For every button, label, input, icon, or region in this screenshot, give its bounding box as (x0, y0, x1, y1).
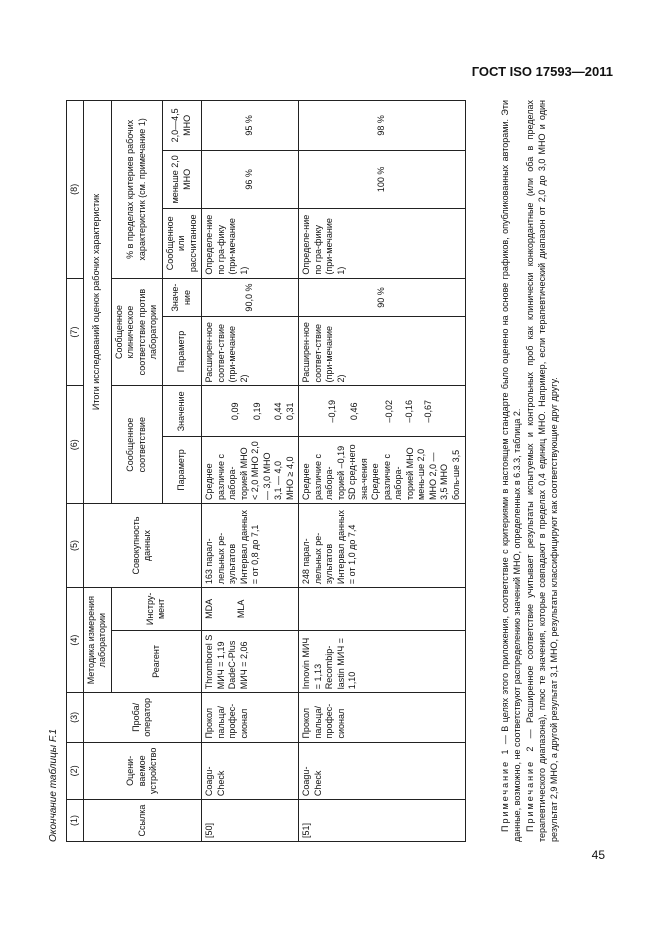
cell-agree-param: Среднее различие с лабора-торией –0,19 SD сред-него зна-чения Среднее различие с лабора-торией МНО мень-ше 2,0 МНО 2,0 — 3,5 МНО боль-ше 3,5 (299, 437, 465, 504)
header-instrument: Инстру-мент (111, 588, 202, 631)
cell-dataset: 163 парал-лельных ре-зультатов Интервал данных = от 0,8 до 7,1 (202, 503, 299, 587)
agree-value: 0,31 (284, 402, 295, 421)
colnum-1: (1) (67, 800, 84, 842)
header-reagent: Реагент (111, 630, 202, 693)
standard-header: ГОСТ ISO 17593—2011 (471, 64, 613, 79)
cell-range: 95 % (202, 101, 299, 151)
agree-value: –0,02 (384, 400, 395, 423)
agree-value: 0,46 (348, 402, 359, 421)
header-clin-param: Параметр (162, 317, 202, 386)
cell-clin-param: Расширен-ное соответ-ствие (при-мечание 2) (299, 317, 465, 386)
cell-instrument (202, 588, 299, 631)
header-value: Значение (162, 386, 202, 437)
header-within: % в пределах критериев рабочих характеристик (см. примечание 1) (111, 101, 162, 279)
header-param: Параметр (162, 437, 202, 504)
cell-dataset: 248 парал-лельных ре-зультатов Интервал данных = от 1,0 до 7,4 (299, 503, 465, 587)
column-number-row (67, 101, 84, 842)
header-clinical: Сообщенное клиническое соответствие против лаборатории (111, 278, 162, 386)
colnum-3: (3) (67, 693, 84, 742)
cell-clin-value: 90,0 % (202, 278, 299, 317)
reagent-line: Innovin МИЧ = 1,13 (301, 637, 323, 690)
rotated-content (48, 94, 596, 842)
header-method: Методика измерения лаборатории (83, 588, 111, 693)
header-dataset: Совокупность данных (83, 503, 202, 587)
page-number: 45 (591, 848, 605, 862)
cell-sample: Прокол пальца/ профес-сионал (299, 693, 465, 742)
cell-reported: Определе-ние по гра-фику (при-мечание 1) (299, 208, 465, 278)
table-notes (500, 100, 561, 842)
colnum-6: (6) (67, 386, 84, 503)
table-row (202, 101, 299, 842)
reagent-line: DadeC-Plus МИЧ = 2,06 (227, 640, 249, 690)
header-reported: Сообщенное или рассчитанное (162, 208, 202, 278)
reagent-line: Recombip-lastin МИЧ = 1,10 (324, 637, 358, 690)
note-1 (500, 100, 524, 842)
colnum-7: (7) (67, 278, 84, 386)
instrument-line: MLA (235, 599, 246, 619)
agree-value: 0,44 (273, 402, 284, 421)
header-range: 2,0—4,5 МНО (162, 101, 202, 151)
cell-clin-param: Расширен-ное соответ-ствие (при-мечание 2) (202, 317, 299, 386)
cell-device: Coagu-Check (299, 742, 465, 800)
header-sample: Проба/ оператор (83, 693, 202, 742)
cell-reagent (202, 630, 299, 693)
reagent-line: Thromborel S МИЧ = 1,19 (204, 634, 226, 690)
colnum-5: (5) (67, 503, 84, 587)
colnum-8: (8) (67, 101, 84, 279)
colnum-2: (2) (67, 742, 84, 800)
cell-range: 98 % (299, 101, 465, 151)
cell-clin-value: 90 % (299, 278, 465, 317)
header-agreement: Сообщенное соответствие (111, 386, 162, 503)
agree-value: –0,16 (403, 400, 414, 423)
cell-agree-param: Среднее различие с лабора-торией МНО < 2,0 МНО 2,0 — 3,0 МНО 3,1 — 4,0 МНО ≥ 4,0 (202, 437, 299, 504)
header-clin-value: Значе-ние (162, 278, 202, 317)
note-1-label: Примечание 1 (500, 747, 510, 832)
note-2-text: — Расширенное соответствие учитывает результаты испытуемых и контрольных проб как клинически конкордантные (или оба в пределах терапевтического диапазона), плюс те значения, которые совпадают в пределах 0,4 единиц МНО. Например, если терапевтический диапазон от 2,0 до 3,0 МНО и один результат 2,9 МНО, а другой результат 3,1 МНО, результаты классифицируют как соответствующие друг другу. (524, 100, 559, 842)
cell-reported: Определе-ние по гра-фику (при-мечание 1) (202, 208, 299, 278)
agree-value: 0,09 (230, 402, 241, 421)
note-1-text: — В целях этого приложения, соответствие с критериями в настоящем стандарте было оценено на основе графиков, опубликованных авторами. Эти данные, возможно, не соответствуют распределению значений МНО, определенных в 6.3.3, таблица 2. (500, 100, 522, 842)
note-2-label: Примечание 2 (524, 744, 535, 832)
cell-reagent (299, 630, 465, 693)
cell-ref: [50] (202, 800, 299, 842)
cell-device: Coagu-Check (202, 742, 299, 800)
agree-value: –0,19 (327, 400, 338, 423)
header-row-1 (83, 101, 111, 842)
cell-agree-values (299, 386, 465, 437)
header-device: Оцени-ваемое устройство (83, 742, 202, 800)
header-ref: Ссылка (83, 800, 202, 842)
table-row (299, 101, 465, 842)
cell-instrument (299, 588, 465, 631)
cell-sample: Прокол пальца/ профес-сионал (202, 693, 299, 742)
header-results: Итоги исследований оценок рабочих характеристик (83, 101, 111, 504)
table-caption: Окончание таблицы F.1 (48, 728, 59, 842)
header-less: меньше 2,0 МНО (162, 150, 202, 208)
agree-value: 0,19 (251, 402, 262, 421)
agree-value: –0,67 (423, 400, 434, 423)
colnum-4: (4) (67, 588, 84, 693)
cell-agree-values (202, 386, 299, 437)
cell-less: 96 % (202, 150, 299, 208)
note-2 (525, 100, 561, 842)
cell-less: 100 % (299, 150, 465, 208)
results-table (66, 100, 466, 842)
cell-ref: [51] (299, 800, 465, 842)
instrument-line: MDA (204, 598, 215, 619)
